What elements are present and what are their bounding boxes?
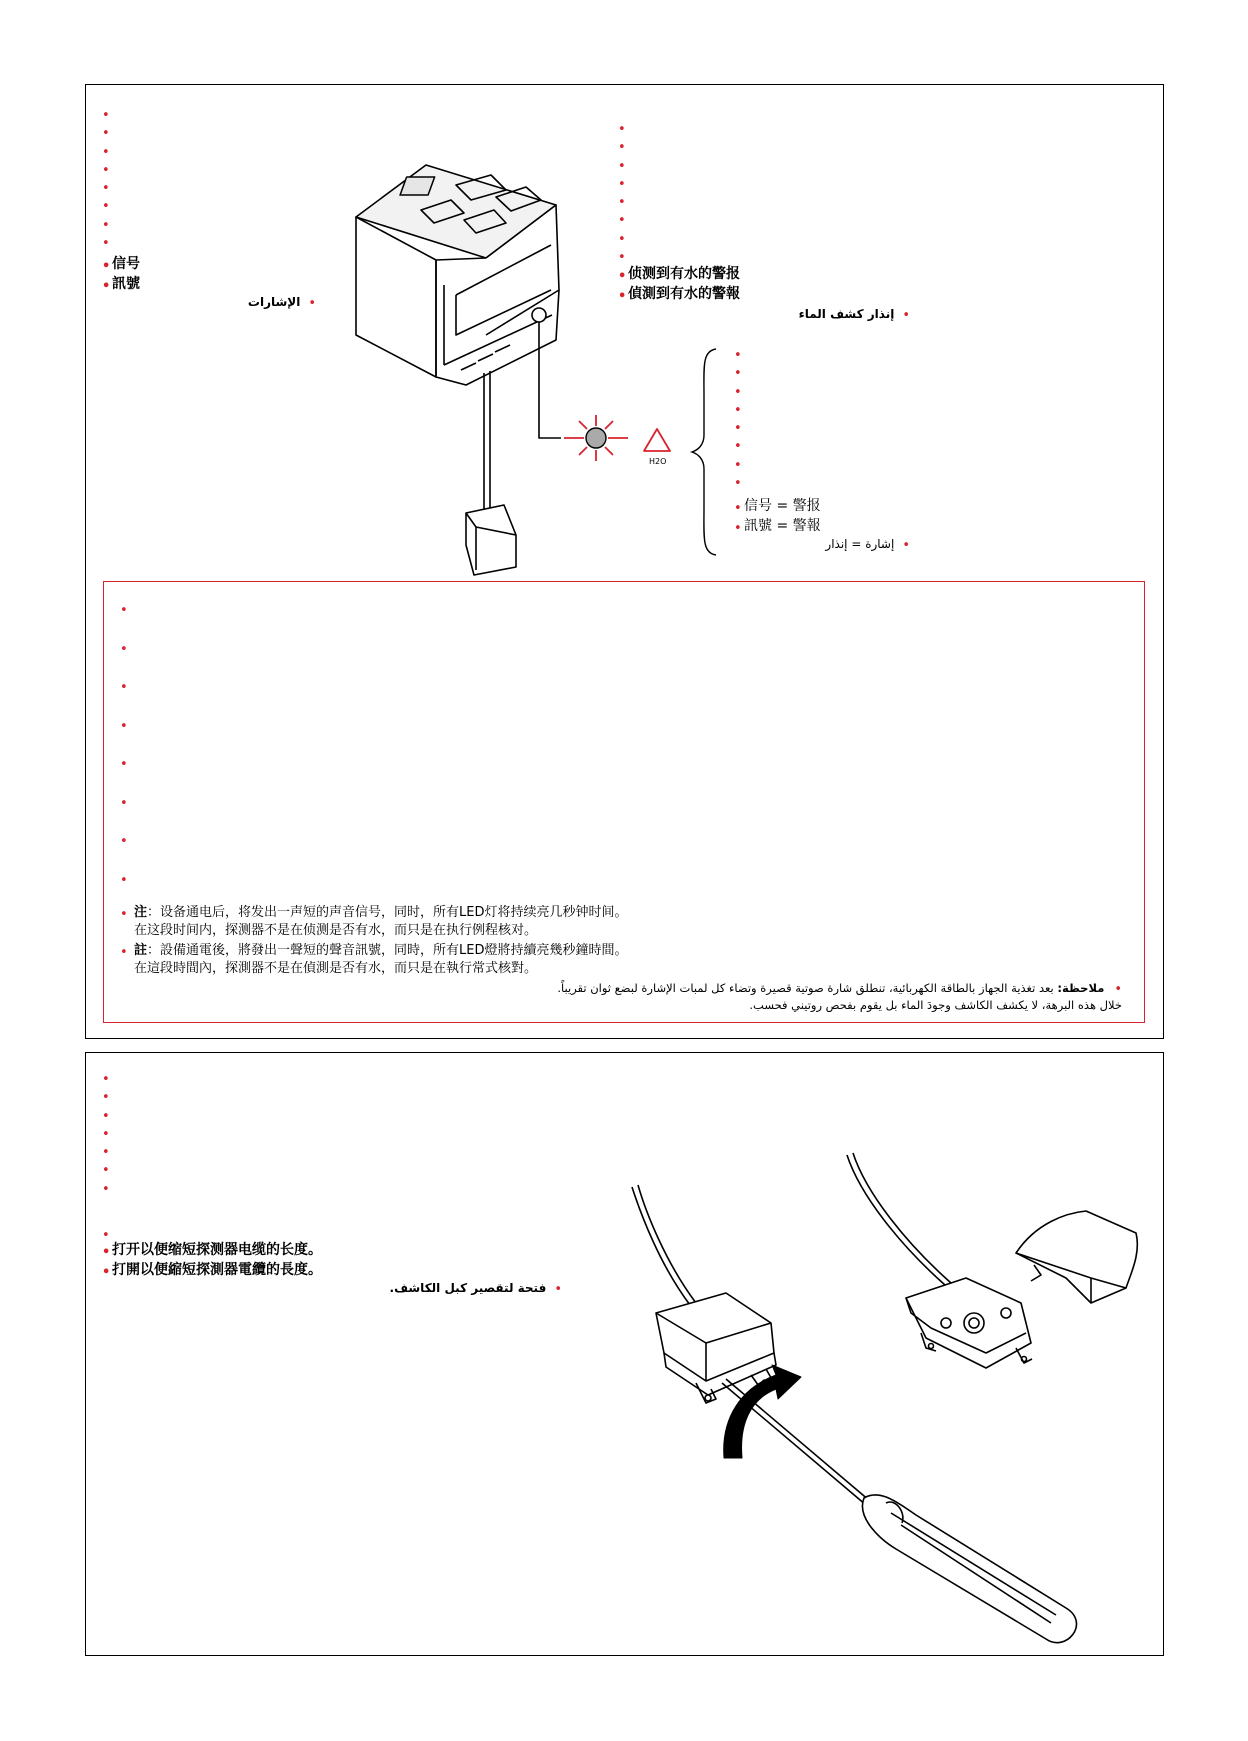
shorten-cable-label-zh-simplified: • 打开以便缩短探测器电缆的长度。 bbox=[102, 1242, 322, 1260]
bullet-icon: • bbox=[102, 259, 111, 274]
bullet-icon: • bbox=[734, 348, 742, 363]
bullet-icon: • bbox=[734, 501, 742, 516]
bullet-icon: • bbox=[902, 538, 910, 553]
bullet-icon: • bbox=[102, 162, 110, 178]
bullet-icon: • bbox=[734, 421, 742, 437]
shorten-cable-language-list bbox=[102, 1071, 322, 1199]
bullet-icon: • bbox=[734, 521, 742, 536]
bullet-icon: • bbox=[120, 641, 128, 657]
bullet-icon: • bbox=[102, 1145, 110, 1161]
bullet-icon: • bbox=[120, 907, 128, 922]
signals-label-zh-simplified: • 信号 bbox=[102, 256, 140, 274]
bullet-icon: • bbox=[102, 1181, 110, 1197]
bullet-icon: • bbox=[618, 231, 626, 247]
top-instruction-panel bbox=[85, 84, 1164, 1039]
note-language-list bbox=[120, 602, 150, 910]
signal-alarm-language-list bbox=[734, 347, 954, 493]
note-zh-simplified: • 注：设备通电后，将发出一声短的声音信号，同时，所有LED灯将持续亮几秒钟时间。 在这段时间内，探测器不是在侦测是否有水，而只是在执行例程核对。 bbox=[120, 905, 628, 938]
probe-opening-illustration bbox=[546, 1153, 1146, 1643]
bullet-icon: • bbox=[120, 872, 128, 888]
bullet-icon: • bbox=[734, 476, 742, 492]
bullet-icon: • bbox=[120, 680, 128, 695]
shorten-cable-label-zh-traditional: • 打開以便縮短探測器電纜的長度。 bbox=[102, 1262, 322, 1280]
bullet-icon: • bbox=[618, 176, 626, 192]
bullet-icon: • bbox=[102, 1228, 110, 1243]
bullet-icon: • bbox=[120, 795, 128, 811]
bullet-icon: • bbox=[102, 144, 110, 160]
bullet-icon: • bbox=[102, 217, 110, 233]
bullet-icon: • bbox=[102, 1163, 110, 1179]
signals-language-list bbox=[102, 107, 322, 253]
bullet-icon: • bbox=[308, 296, 316, 311]
bullet-icon: • bbox=[618, 213, 626, 229]
water-detector-device-illustration bbox=[356, 165, 716, 635]
bullet-icon: • bbox=[618, 140, 626, 156]
bullet-icon: • bbox=[102, 199, 110, 215]
bullet-icon: • bbox=[1114, 982, 1122, 997]
bullet-icon: • bbox=[102, 236, 110, 252]
shorten-cable-label-arabic: •فتحة لتقصير كبل الكاشف. bbox=[389, 1281, 562, 1297]
bullet-icon: • bbox=[102, 1265, 111, 1280]
bullet-icon: • bbox=[554, 1282, 562, 1297]
signal-alarm-label-arabic: •إشارة = إنذار bbox=[825, 537, 910, 553]
bullet-icon: • bbox=[618, 250, 626, 266]
bullet-icon: • bbox=[618, 122, 626, 137]
bullet-icon: • bbox=[734, 384, 742, 400]
bullet-icon: • bbox=[120, 718, 128, 734]
bullet-icon: • bbox=[102, 1245, 111, 1260]
water-alarm-label-zh-simplified: • 侦测到有水的警报 bbox=[618, 266, 740, 284]
brace-icon bbox=[690, 347, 720, 557]
bullet-icon: • bbox=[902, 308, 910, 323]
bullet-icon: • bbox=[618, 289, 627, 304]
note-arabic: •ملاحظة: بعد تغذية الجهاز بالطاقة الكهربائية، تنطلق شارة صوتية قصيرة وتضاء كل لمبات الإشارة لبضع ثوان تقريباً. خلال هذه البرهة، لا يكشف الكاشف وجودَ الماء بل يقوم بفحص روتيني فحسب. bbox=[557, 981, 1122, 1012]
warning-triangle-icon bbox=[641, 427, 673, 455]
bullet-icon: • bbox=[102, 181, 110, 197]
bullet-icon: • bbox=[102, 279, 111, 294]
bullet-icon: • bbox=[102, 1090, 110, 1106]
bottom-instruction-panel bbox=[85, 1052, 1164, 1656]
bullet-icon: • bbox=[734, 457, 742, 473]
bullet-icon: • bbox=[102, 126, 110, 142]
bullet-icon: • bbox=[102, 1126, 110, 1142]
bullet-icon: • bbox=[120, 603, 128, 618]
power-on-note-box bbox=[103, 581, 1145, 1023]
bullet-icon: • bbox=[120, 757, 128, 772]
note-zh-traditional: • 註：設備通電後，將發出一聲短的聲音訊號，同時，所有LED燈將持續亮幾秒鐘時間。 在這段時間內，探測器不是在偵測是否有水，而只是在執行常式核對。 bbox=[120, 943, 628, 976]
bullet-icon: • bbox=[734, 439, 742, 455]
signals-label-arabic: •الإشارات bbox=[247, 295, 316, 311]
bullet-icon: • bbox=[102, 108, 110, 123]
bullet-icon: • bbox=[618, 269, 627, 284]
water-alarm-label-zh-traditional: • 偵測到有水的警報 bbox=[618, 286, 740, 304]
bullet-icon: • bbox=[102, 1072, 110, 1087]
bullet-icon: • bbox=[120, 945, 128, 960]
water-alarm-label-arabic: •إنذار كشف الماء bbox=[798, 307, 910, 323]
signal-alarm-label-zh-traditional: • 訊號 = 警報 bbox=[734, 518, 821, 536]
signals-label-zh-traditional: • 訊號 bbox=[102, 276, 140, 294]
bullet-icon: • bbox=[618, 158, 626, 174]
h2o-symbol: H2O bbox=[649, 457, 667, 466]
bullet-icon: • bbox=[734, 366, 742, 382]
bullet-icon: • bbox=[120, 834, 128, 849]
signal-alarm-label-zh-simplified: • 信号 = 警报 bbox=[734, 498, 821, 516]
bullet-icon: • bbox=[102, 1108, 110, 1124]
bullet-icon: • bbox=[618, 195, 626, 211]
bullet-icon: • bbox=[734, 402, 742, 418]
